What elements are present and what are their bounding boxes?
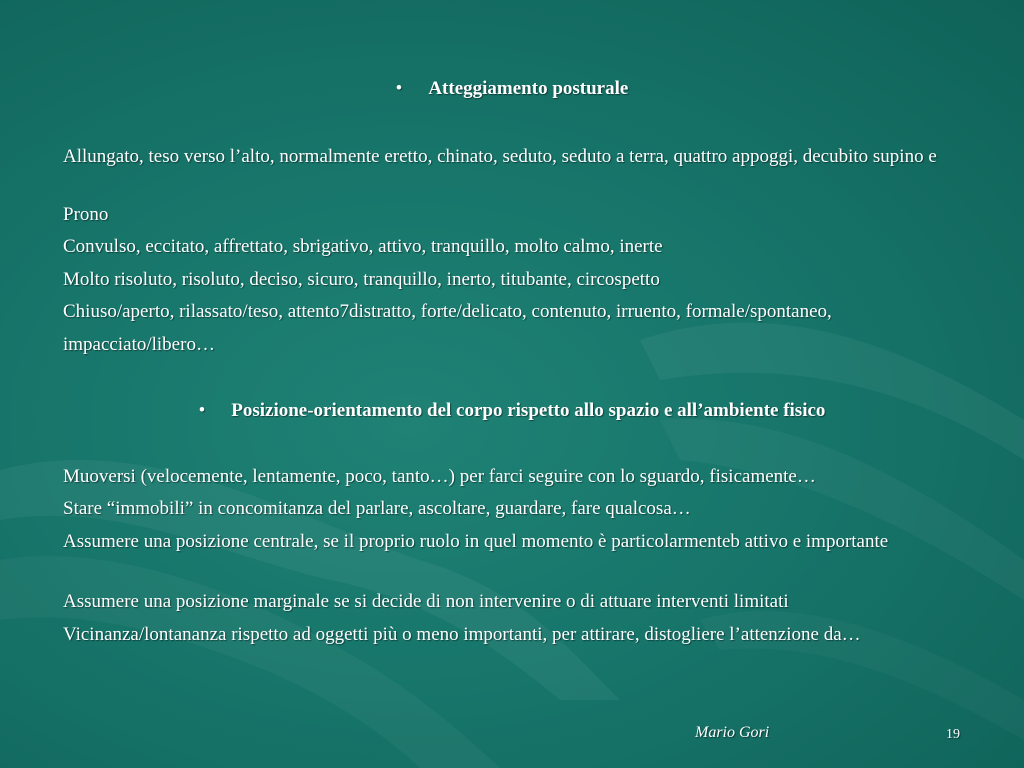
- orientation-line: Assumere una posizione centrale, se il proprio ruolo in quel momento è particolarmenteb attivo e importante: [63, 531, 889, 552]
- heading-text: Posizione-orientamento del corpo rispetto allo spazio e all’ambiente fisico: [231, 400, 826, 421]
- heading-text: Atteggiamento posturale: [428, 78, 629, 99]
- section-heading-orientation: [0, 399, 1024, 423]
- posture-line: Allungato, teso verso l’alto, normalmente eretto, chinato, seduto, seduto a terra, quattro appoggi, decubito supino e: [63, 146, 937, 167]
- bullet-icon: •: [198, 400, 206, 421]
- footer-author: Mario Gori: [695, 724, 770, 741]
- orientation-line: Stare “immobili” in concomitanza del parlare, ascoltare, guardare, fare qualcosa…: [63, 498, 691, 519]
- page-number: 19: [946, 727, 960, 742]
- posture-line: Chiuso/aperto, rilassato/teso, attento7distratto, forte/delicato, contenuto, irruento, formale/spontaneo,: [63, 301, 832, 322]
- orientation-line: Assumere una posizione marginale se si decide di non intervenire o di attuare interventi limitati: [63, 591, 789, 612]
- orientation-line: Muoversi (velocemente, lentamente, poco, tanto…) per farci seguire con lo sguardo, fisicamente…: [63, 466, 816, 487]
- orientation-line: Vicinanza/lontananza rispetto ad oggetti più o meno importanti, per attirare, distogliere l’attenzione da…: [63, 624, 861, 645]
- posture-line: Molto risoluto, risoluto, deciso, sicuro, tranquillo, inerto, titubante, circospetto: [63, 269, 660, 290]
- posture-line: impacciato/libero…: [63, 334, 215, 355]
- posture-line: Prono: [63, 204, 109, 225]
- bullet-icon: •: [395, 78, 403, 99]
- section-heading-posture: [0, 77, 1024, 101]
- posture-line: Convulso, eccitato, affrettato, sbrigativo, attivo, tranquillo, molto calmo, inerte: [63, 236, 663, 257]
